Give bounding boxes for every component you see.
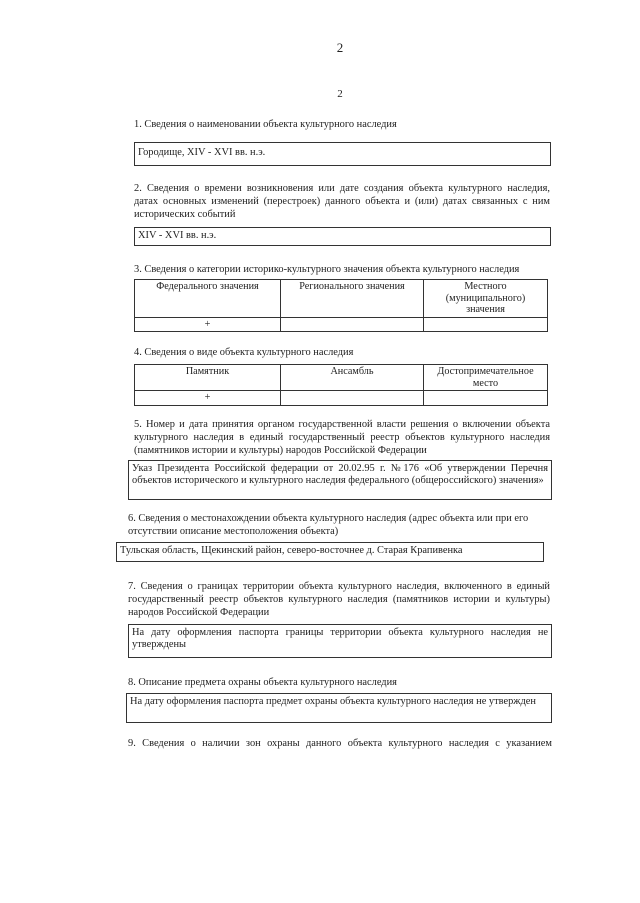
section-2-heading: 2. Сведения о времени возникновения или дате создания объекта культурного наследия, датах основных изменений (перестроек) данного объекта и (или) датах связанных с ним исторических событий — [134, 183, 550, 220]
table-row — [135, 391, 548, 406]
column-header: Регионального значения — [281, 280, 424, 318]
section-7-value-box — [128, 624, 552, 658]
section-9-heading: 9. Сведения о наличии зон охраны данного объекта культурного наследия с указанием — [128, 738, 552, 749]
page-number-inner: 2 — [337, 88, 343, 100]
section-1-heading: 1. Сведения о наименовании объекта культурного наследия — [134, 119, 397, 130]
section-8-value: На дату оформления паспорта предмет охраны объекта культурного наследия не утвержден — [130, 696, 536, 707]
column-header: Ансамбль — [281, 365, 424, 391]
table-cell — [281, 391, 424, 406]
section-8-heading: 8. Описание предмета охраны объекта культурного наследия — [128, 677, 397, 688]
table-cell: + — [135, 317, 281, 332]
section-4-heading: 4. Сведения о виде объекта культурного наследия — [134, 347, 354, 358]
section-7-value: На дату оформления паспорта границы территории объекта культурного наследия не утверждены — [132, 627, 548, 650]
section-8-value-box — [126, 693, 552, 723]
section-2-value: XIV - XVI вв. н.э. — [138, 230, 217, 241]
section-3-heading: 3. Сведения о категории историко-культурного значения объекта культурного наследия — [134, 264, 520, 275]
section-6-value: Тульская область, Щекинский район, северо-восточнее д. Старая Крапивенка — [120, 545, 463, 556]
page-number-top: 2 — [336, 40, 344, 55]
column-header: Памятник — [135, 365, 281, 391]
table-row — [135, 317, 548, 332]
table-cell — [424, 391, 548, 406]
table-header-row — [135, 365, 548, 391]
section-5-value-box — [128, 460, 552, 500]
significance-category-table — [134, 279, 548, 332]
table-cell: + — [135, 391, 281, 406]
section-6-heading: 6. Сведения о местонахождении объекта культурного наследия (адрес объекта или при его отсутствии описание местоположения объекта) — [128, 513, 529, 537]
section-5-value: Указ Президента Российской федерации от 20.02.95 г. №176 «Об утверждении Перечня объектов исторического и культурного наследия федерального (общероссийского) значения» — [132, 463, 548, 486]
section-7-heading: 7. Сведения о границах территории объекта культурного наследия, включенного в единый государственный реестр объектов культурного наследия (памятников истории и культуры) народов Российской Федерации — [128, 581, 550, 618]
section-2-value-box — [134, 227, 551, 246]
column-header: Местного (муниципального) значения — [424, 280, 548, 318]
column-header: Федерального значения — [135, 280, 281, 318]
table-cell — [281, 317, 424, 332]
column-header: Достопримечательное место — [424, 365, 548, 391]
object-type-table — [134, 364, 548, 406]
section-5-heading: 5. Номер и дата принятия органом государственной власти решения о включении объекта культурного наследия в единый государственный реестр объектов культурного наследия (памятников истории и культуры) народов Российской Федерации — [134, 419, 550, 456]
section-1-value: Городище, XIV - XVI вв. н.э. — [138, 147, 266, 158]
table-cell — [424, 317, 548, 332]
section-1-value-box — [134, 142, 551, 166]
table-header-row — [135, 280, 548, 318]
section-6-value-box — [116, 542, 544, 562]
